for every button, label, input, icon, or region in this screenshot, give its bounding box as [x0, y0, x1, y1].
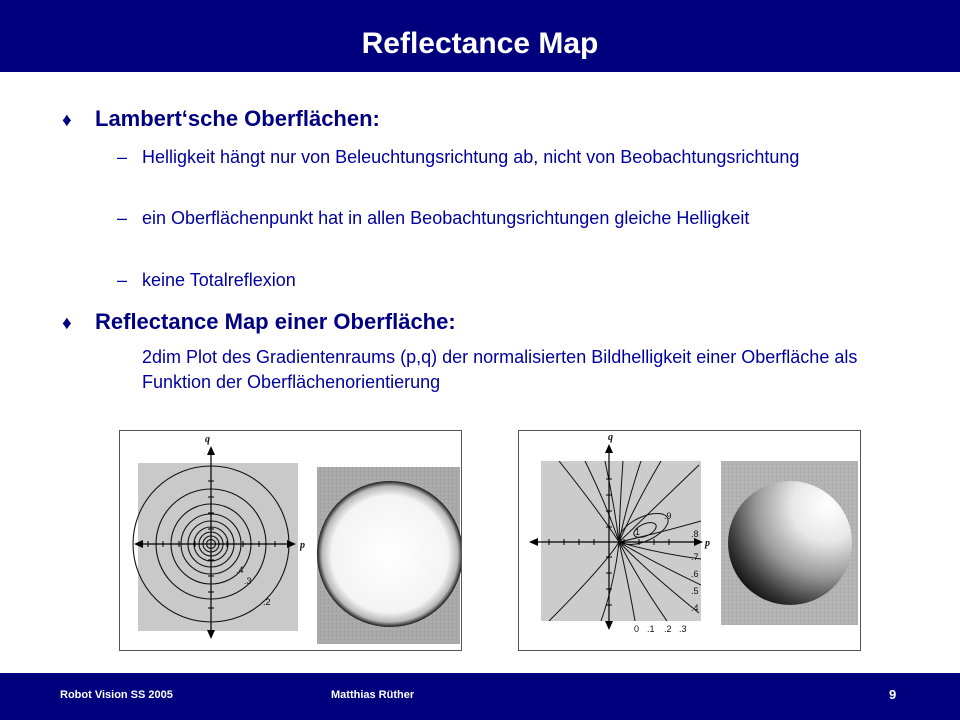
dash-marker: – — [117, 147, 128, 167]
sphere-image — [728, 481, 852, 605]
bullet-lambert — [62, 105, 380, 135]
sub-item-text: Helligkeit hängt nur von Beleuchtungsrichtung ab, nicht von Beobachtungsrichtung — [142, 147, 800, 167]
axis-label-q: q — [608, 432, 613, 443]
contour-label: .3 — [244, 576, 252, 586]
diamond-bullet-icon: ♦ — [62, 110, 72, 131]
footer-course: Robot Vision SS 2005 — [60, 689, 173, 701]
diamond-bullet-icon: ♦ — [62, 313, 72, 334]
bottom-edge-label: .2 — [664, 624, 672, 634]
footer-author: Matthias Rüther — [331, 689, 415, 701]
right-edge-label: .7 — [691, 552, 699, 562]
page-number: 9 — [889, 687, 897, 702]
bullet-heading: Reflectance Map einer Oberfläche: — [95, 309, 456, 334]
p-axis-arrow-left-icon — [529, 538, 538, 546]
right-edge-label: .5 — [691, 586, 699, 596]
bottom-edge-label: .3 — [679, 624, 687, 634]
q-axis-arrow-down-icon — [605, 621, 613, 630]
slide-title: Reflectance Map — [361, 27, 599, 60]
figure-left-reflectance-map — [119, 430, 462, 651]
q-axis-arrow-down-icon — [207, 630, 215, 639]
axis-label-p: p — [705, 538, 710, 549]
right-edge-label: .4 — [691, 603, 699, 613]
peak-label: 1 — [635, 527, 641, 537]
figure-right-svg — [519, 431, 860, 650]
bullet-heading: Lambert‘sche Oberflächen: — [95, 106, 380, 131]
bottom-edge-label: .1 — [647, 624, 655, 634]
sub-item — [117, 206, 877, 231]
axis-label-q: q — [205, 434, 210, 445]
right-edge-label: .8 — [691, 529, 699, 539]
peak-ring-label: .9 — [664, 511, 672, 521]
right-edge-label: .6 — [691, 569, 699, 579]
bullet-reflectance-map — [62, 308, 456, 338]
sub-item-text: keine Totalreflexion — [142, 270, 296, 290]
figure-right-reflectance-map — [518, 430, 861, 651]
sub-item — [117, 145, 877, 170]
q-axis-arrow-icon — [605, 444, 613, 453]
contour-label: .2 — [263, 597, 271, 607]
figure-left-svg — [120, 431, 461, 650]
sphere-image — [317, 481, 461, 627]
dash-marker: – — [117, 208, 128, 228]
bottom-edge-label: 0 — [634, 624, 640, 634]
dash-marker: – — [117, 270, 128, 290]
sub-item — [117, 268, 877, 293]
sub-item-text: ein Oberflächenpunkt hat in allen Beobachtungsrichtungen gleiche Helligkeit — [142, 208, 750, 228]
definition-paragraph: 2dim Plot des Gradientenraums (p,q) der normalisierten Bildhelligkeit einer Oberfläche als Funktion der Oberflächenorientierung — [142, 347, 858, 392]
contour-label: .4 — [236, 565, 244, 575]
axis-label-p: p — [300, 540, 305, 551]
q-axis-arrow-icon — [207, 446, 215, 455]
